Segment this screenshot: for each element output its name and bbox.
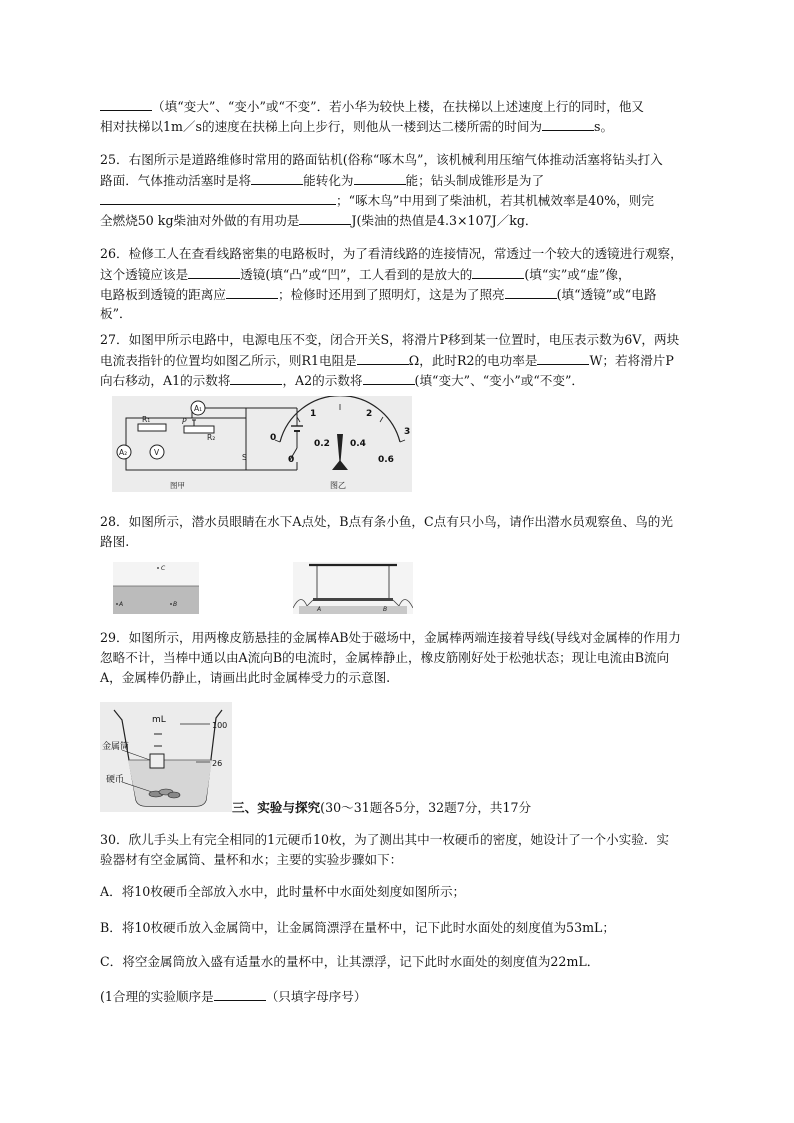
- q30-step-b: B．将10枚硬币放入金属筒中，让金属筒漂浮在量杯中，记下此时水面处的刻度值为53mL；: [100, 920, 615, 935]
- answer-blank[interactable]: [363, 370, 415, 385]
- q29-line3: A，金属棒仍静止，请画出此时金属棒受力的示意图.: [100, 670, 391, 685]
- answer-blank[interactable]: [542, 116, 594, 131]
- label-a2: A₂: [119, 448, 128, 457]
- q24-line1: （填“变大”、“变小”或“不变”．若小华为较快上楼，在扶梯以上述速度上行的同时，他又: [100, 96, 700, 117]
- answer-blank[interactable]: [505, 284, 557, 299]
- q27-line3: 向右移动，A1的示数将 ，A2的示数将 (填“变大”、“变小”或“不变”．: [100, 370, 700, 391]
- q30-line2: 验器材有空金属筒、量杯和水；主要的实验步骤如下：: [100, 852, 403, 867]
- answer-blank[interactable]: [472, 264, 524, 279]
- answer-blank[interactable]: [188, 264, 240, 279]
- tick-bot-06: 0.6: [378, 455, 394, 465]
- q26-line4: 板”．: [100, 306, 132, 321]
- label-p: P: [182, 417, 187, 426]
- q30-step-c: C．将空金属筒放入盛有适量水的量杯中，让其漂浮，记下此时水面处的刻度值为22mL．: [100, 954, 600, 969]
- mark-26: 26: [212, 759, 223, 768]
- coin-3: [168, 792, 180, 798]
- answer-blank[interactable]: [100, 190, 336, 205]
- point-a: A: [119, 601, 124, 608]
- water: [128, 760, 212, 806]
- metal-rod: [313, 598, 393, 601]
- tick-bot-04: 0.4: [350, 439, 366, 449]
- tick-bot-02: 0.2: [314, 439, 330, 449]
- answer-blank[interactable]: [357, 350, 409, 365]
- q25-line2: 路面．气体推动活塞时是将 能转化为 能；钻头制成锥形是为了: [100, 170, 700, 191]
- rod-end-a: A: [317, 606, 322, 613]
- q25-line1: 25．右图所示是道路维修时常用的路面钻机(俗称“啄木鸟”，该机械利用压缩气体推动活塞将钻头打入: [100, 152, 663, 167]
- q26-line2: 这个透镜应该是 透镜(填“凸”或“凹”，工人看到的是放大的 (填“实”或“虚”像，: [100, 264, 700, 285]
- rod-end-b: B: [383, 606, 388, 613]
- q30-step-a: A．将10枚硬币全部放入水中，此时量杯中水面处刻度如图所示；: [100, 884, 466, 899]
- tick-top-0: 0: [270, 433, 277, 443]
- label-r1: R₁: [142, 415, 151, 424]
- answer-blank[interactable]: [299, 210, 351, 225]
- tick-top-2: 2: [366, 409, 373, 419]
- q26-line1: 26．检修工人在查看线路密集的电路板时，为了看清线路的连接情况，常透过一个较大的透镜进行观察，: [100, 246, 683, 261]
- q30-sub1: (1合理的实验顺序是 （只填字母序号）: [100, 986, 700, 1007]
- q27-figure: [112, 396, 412, 492]
- label-r2: R₂: [207, 433, 216, 442]
- answer-blank[interactable]: [230, 370, 282, 385]
- q27-line2: 电流表指针的位置均如图乙所示，则R1电阻是 Ω，此时R2的电功率是 W；若将滑片P: [100, 350, 700, 371]
- coin-label: 硬币: [106, 775, 125, 785]
- point-c: C: [161, 565, 166, 572]
- q25-line3: ；“啄木鸟”中用到了柴油机，若其机械效率是40%，则完: [100, 190, 700, 211]
- resistor-r2: [184, 426, 214, 433]
- answer-blank[interactable]: [251, 170, 303, 185]
- answer-blank[interactable]: [226, 284, 278, 299]
- label-a1: A₁: [194, 404, 203, 413]
- q29-line1: 29．如图所示，用两橡皮筋悬挂的金属棒AB处于磁场中，金属棒两端连接着导线(导线对金属棒的作用力: [100, 630, 681, 645]
- section-3-heading: 三、实验与探究(30～31题各5分，32题7分，共17分: [232, 800, 532, 815]
- q28-line1: 28．如图所示，潜水员眼睛在水下A点处，B点有条小鱼，C点有只小鸟，请作出潜水员观察鱼、鸟的光: [100, 514, 673, 529]
- magnet-rod-figure: [293, 562, 413, 614]
- caption-jia: 图甲: [170, 481, 185, 490]
- answer-blank[interactable]: [537, 350, 589, 365]
- tube-label: 金属筒: [102, 742, 130, 752]
- label-v: V: [154, 448, 160, 457]
- resistor-r1: [138, 424, 166, 431]
- tick-top-3: 3: [404, 427, 411, 437]
- q30-line1: 30．欣儿手头上有完全相同的1元硬币10枚，为了测出其中一枚硬币的密度，她设计了一个小实验．实: [100, 832, 670, 847]
- tick-bot-0: 0: [288, 455, 295, 465]
- q25-line4: 全燃烧50 kg柴油对外做的有用功是 J(柴油的热值是4.3×107J／kg．: [100, 210, 700, 231]
- q26-line3: 电路板到透镜的距离应 ；检修时还用到了照明灯，这是为了照亮 (填“透镜”或“电路: [100, 284, 700, 305]
- mark-100: 100: [212, 721, 228, 730]
- metal-tube: [150, 754, 164, 768]
- answer-blank[interactable]: [100, 96, 152, 111]
- measuring-cup-figure: [100, 702, 232, 812]
- answer-blank[interactable]: [214, 986, 266, 1001]
- unit-ml: mL: [152, 715, 166, 725]
- answer-blank[interactable]: [354, 170, 406, 185]
- point-b: B: [173, 601, 178, 608]
- diver-figure: [113, 562, 199, 614]
- q29-line2: 忽略不计，当棒中通以由A流向B的电流时，金属棒静止，橡皮筋刚好处于松弛状态；现让电流由B流向: [100, 650, 670, 665]
- q24-line2: 相对扶梯以1m／s的速度在扶梯上向上步行，则他从一楼到达二楼所需的时间为 s。: [100, 116, 700, 137]
- caption-yi: 图乙: [330, 481, 346, 490]
- q28-line2: 路图.: [100, 534, 130, 549]
- tick-top-1: 1: [310, 409, 317, 419]
- label-s: S: [242, 453, 247, 462]
- q27-line1: 27．如图甲所示电路中，电源电压不变，闭合开关S，将滑片P移到某一位置时，电压表示数为6V，两块: [100, 332, 680, 347]
